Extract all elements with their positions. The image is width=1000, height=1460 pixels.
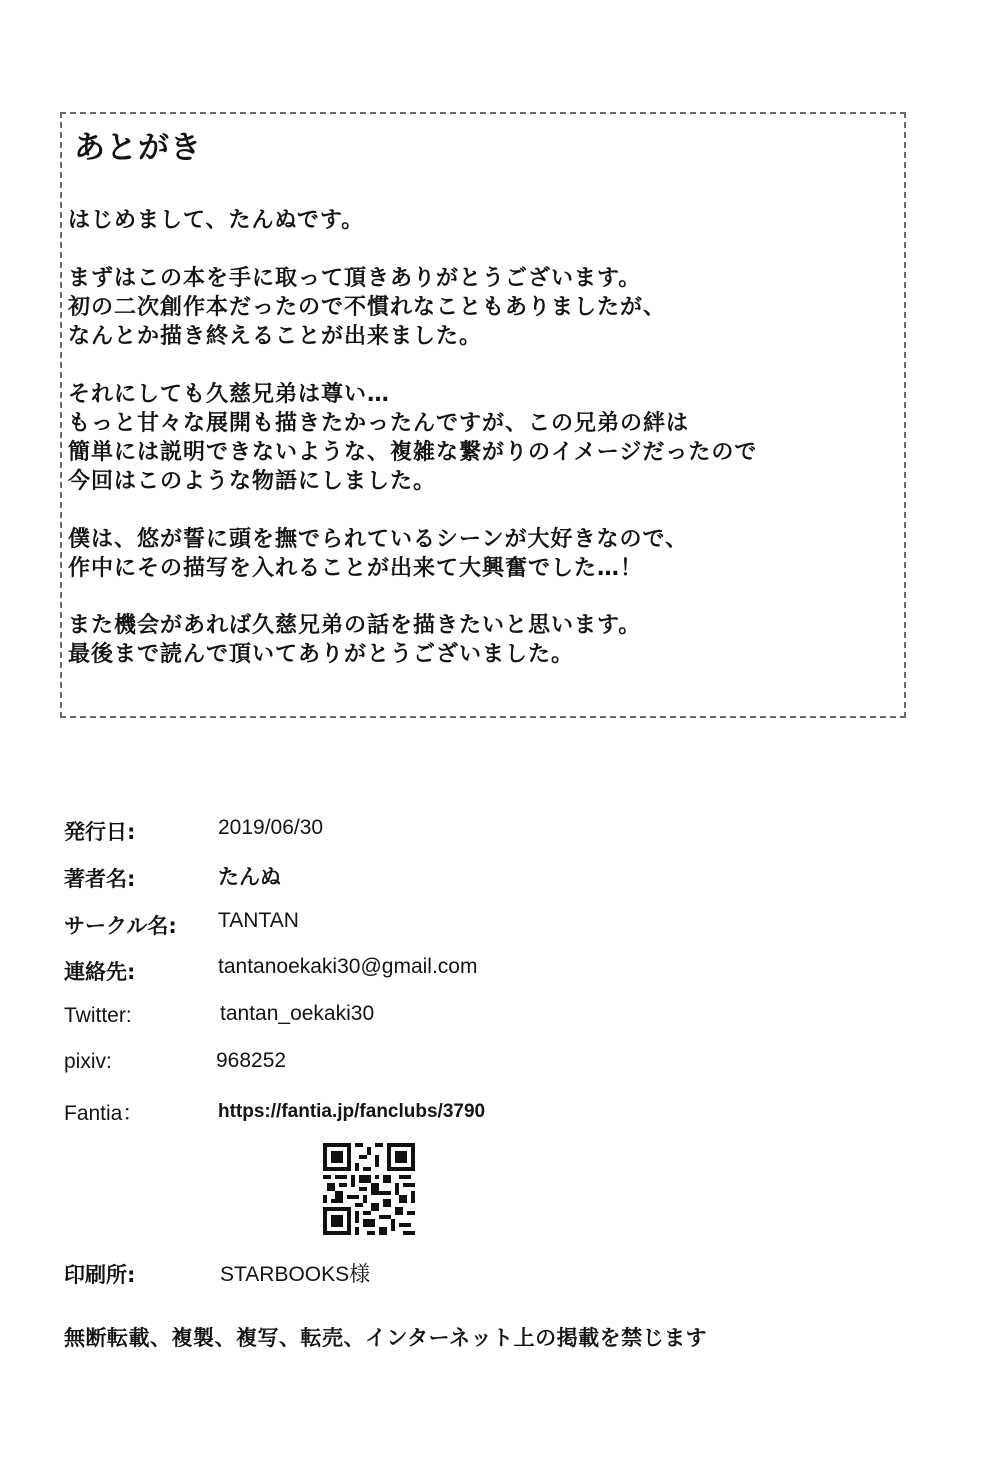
afterword-line: 作中にその描写を入れることが出来て大興奮でした…！: [68, 556, 644, 581]
fantia-link[interactable]: https://fantia.jp/fanclubs/3790: [218, 1101, 486, 1122]
printer-value: STARBOOKS様: [220, 1263, 371, 1286]
afterword-paragraph-4: [68, 525, 688, 583]
qr-code-icon[interactable]: [323, 1143, 415, 1235]
circle-value: TANTAN: [218, 909, 299, 932]
afterword-line: また機会があれば久慈兄弟の話を描きたいと思います。: [68, 613, 642, 638]
contact-label: 連絡先:: [64, 960, 136, 984]
copyright-notice: 無断転載、複製、複写、転売、インターネット上の掲載を禁じます: [64, 1326, 708, 1350]
afterword-paragraph-3: [68, 380, 757, 496]
contact-value: tantanoekaki30@gmail.com: [218, 955, 478, 978]
twitter-label: Twitter:: [64, 1004, 132, 1027]
afterword-line: なんとか描き終えることが出来ました。: [68, 324, 483, 349]
pixiv-label: pixiv:: [64, 1050, 112, 1073]
afterword-line: 今回はこのような物語にしました。: [68, 469, 437, 494]
afterword-line: 簡単には説明できないような、複雑な繋がりのイメージだったので: [68, 440, 758, 465]
fantia-label: Fantia：: [64, 1102, 144, 1125]
afterword-paragraph-1: [68, 206, 364, 235]
printer-label: 印刷所:: [64, 1263, 136, 1287]
afterword-line: 僕は、悠が誓に頭を撫でられているシーンが大好きなので、: [68, 527, 689, 552]
author-label: 著者名:: [64, 867, 136, 891]
afterword-box: [60, 112, 906, 718]
twitter-value: tantan_oekaki30: [220, 1002, 375, 1025]
pixiv-value: 968252: [216, 1049, 287, 1072]
afterword-line: 初の二次創作本だったので不慣れなこともありましたが、: [68, 295, 667, 320]
afterword-title: あとがき: [74, 130, 202, 166]
publish-date-value: 2019/06/30: [218, 816, 324, 839]
afterword-line: はじめまして、たんぬです。: [68, 208, 365, 233]
afterword-paragraph-2: [68, 264, 666, 351]
afterword-line: それにしても久慈兄弟は尊い…: [68, 382, 391, 407]
circle-label: サークル名:: [64, 914, 177, 938]
author-value: たんぬ: [218, 865, 281, 889]
afterword-paragraph-5: [68, 611, 641, 669]
afterword-line: まずはこの本を手に取って頂きありがとうございます。: [68, 266, 642, 291]
publish-date-label: 発行日:: [64, 820, 136, 844]
afterword-line: 最後まで読んで頂いてありがとうございました。: [68, 642, 575, 667]
afterword-line: もっと甘々な展開も描きたかったんですが、この兄弟の絆は: [68, 411, 690, 436]
